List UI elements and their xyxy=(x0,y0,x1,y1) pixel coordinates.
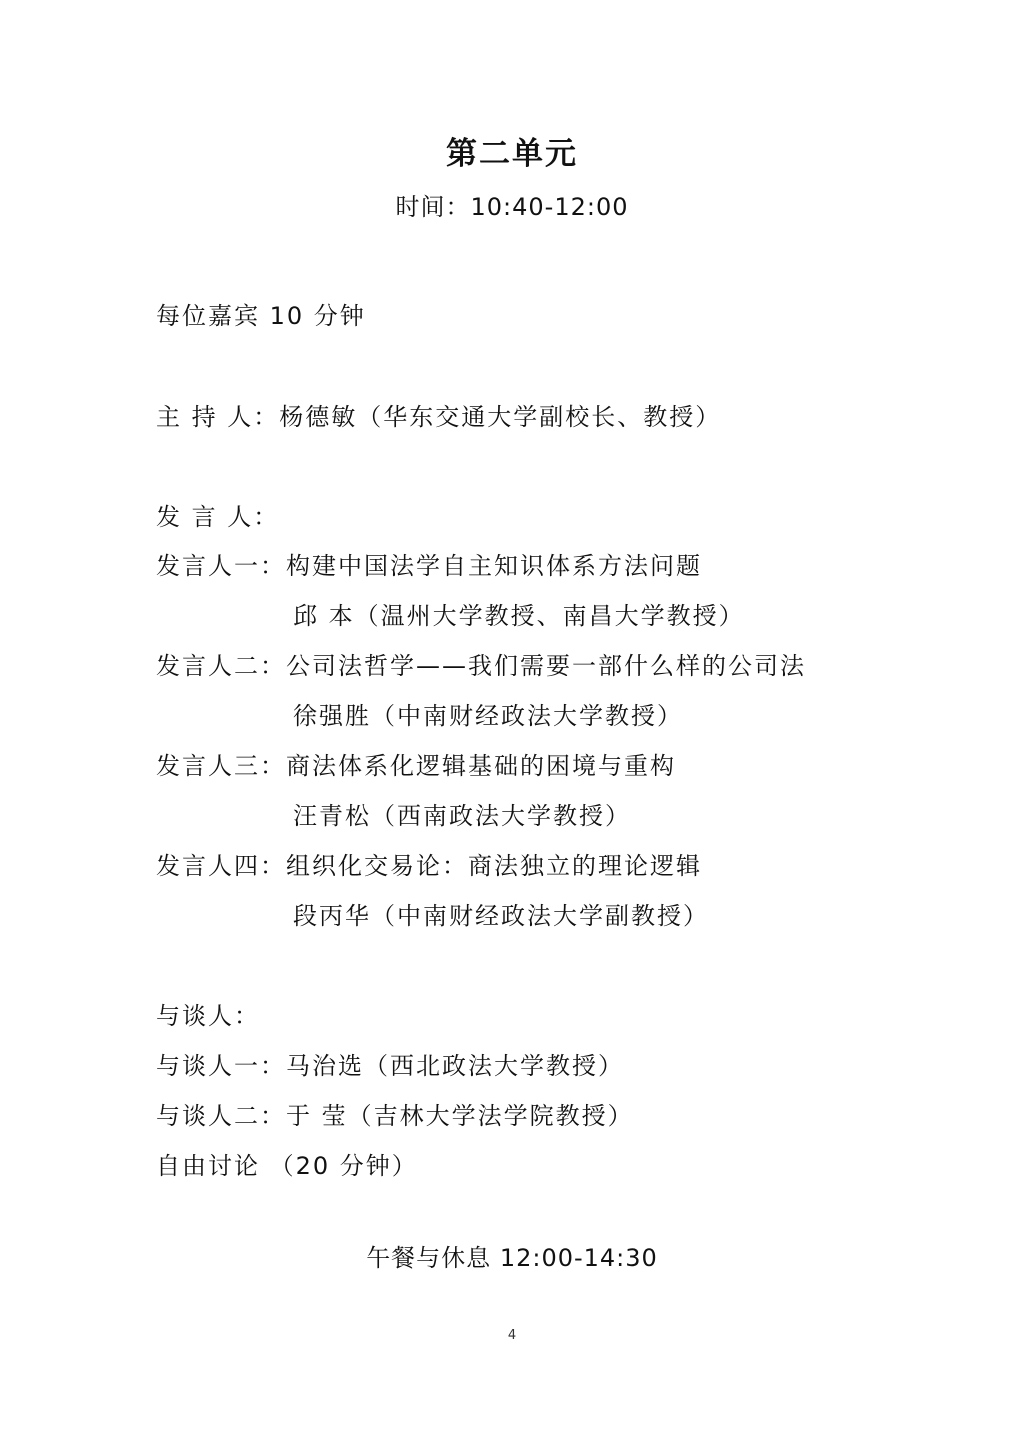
speaker-2-label: 发言人二： xyxy=(156,652,286,680)
speaker-4-label: 发言人四： xyxy=(156,852,286,880)
speaker-1-label: 发言人一： xyxy=(156,552,286,580)
speaker-3-person: 汪青松（西南政法大学教授） xyxy=(293,802,631,830)
host-label: 主 持 人： xyxy=(156,403,280,431)
speaker-3-line xyxy=(156,746,676,781)
speaker-4-line xyxy=(156,846,702,881)
discussant-1-label: 与谈人一： xyxy=(156,1052,286,1080)
discussant-1-value: 马治选（西北政法大学教授） xyxy=(286,1052,624,1080)
discussant-2-line xyxy=(156,1096,634,1131)
host-value: 杨德敏（华东交通大学副校长、教授） xyxy=(279,403,722,431)
lunch-break: 午餐与休息 12:00-14:30 xyxy=(366,1244,658,1272)
section-title: 第二单元 xyxy=(446,136,578,172)
speaker-1-topic: 构建中国法学自主知识体系方法问题 xyxy=(286,552,702,580)
speakers-heading: 发 言 人： xyxy=(156,503,280,531)
free-discussion: 自由讨论 （20 分钟） xyxy=(156,1152,418,1180)
discussant-2-label: 与谈人二： xyxy=(156,1102,286,1130)
speaker-time-note: 每位嘉宾 10 分钟 xyxy=(156,302,366,330)
speaker-3-label: 发言人三： xyxy=(156,752,286,780)
speaker-3-topic: 商法体系化逻辑基础的困境与重构 xyxy=(286,752,676,780)
speaker-1-line xyxy=(156,546,702,581)
speaker-4-person: 段丙华（中南财经政法大学副教授） xyxy=(293,902,709,930)
discussant-2-value: 于 莹（吉林大学法学院教授） xyxy=(286,1102,634,1130)
speaker-2-person: 徐强胜（中南财经政法大学教授） xyxy=(293,702,683,730)
speaker-2-topic: 公司法哲学——我们需要一部什么样的公司法 xyxy=(286,652,806,680)
section-time: 时间：10:40-12:00 xyxy=(395,193,629,221)
speaker-1-person: 邱 本（温州大学教授、南昌大学教授） xyxy=(293,602,745,630)
page-number: 4 xyxy=(507,1328,517,1343)
discussants-heading: 与谈人： xyxy=(156,1002,260,1030)
discussant-1-line xyxy=(156,1046,624,1081)
speaker-4-topic: 组织化交易论：商法独立的理论逻辑 xyxy=(286,852,702,880)
host-line xyxy=(156,397,721,432)
speaker-2-line xyxy=(156,646,806,681)
